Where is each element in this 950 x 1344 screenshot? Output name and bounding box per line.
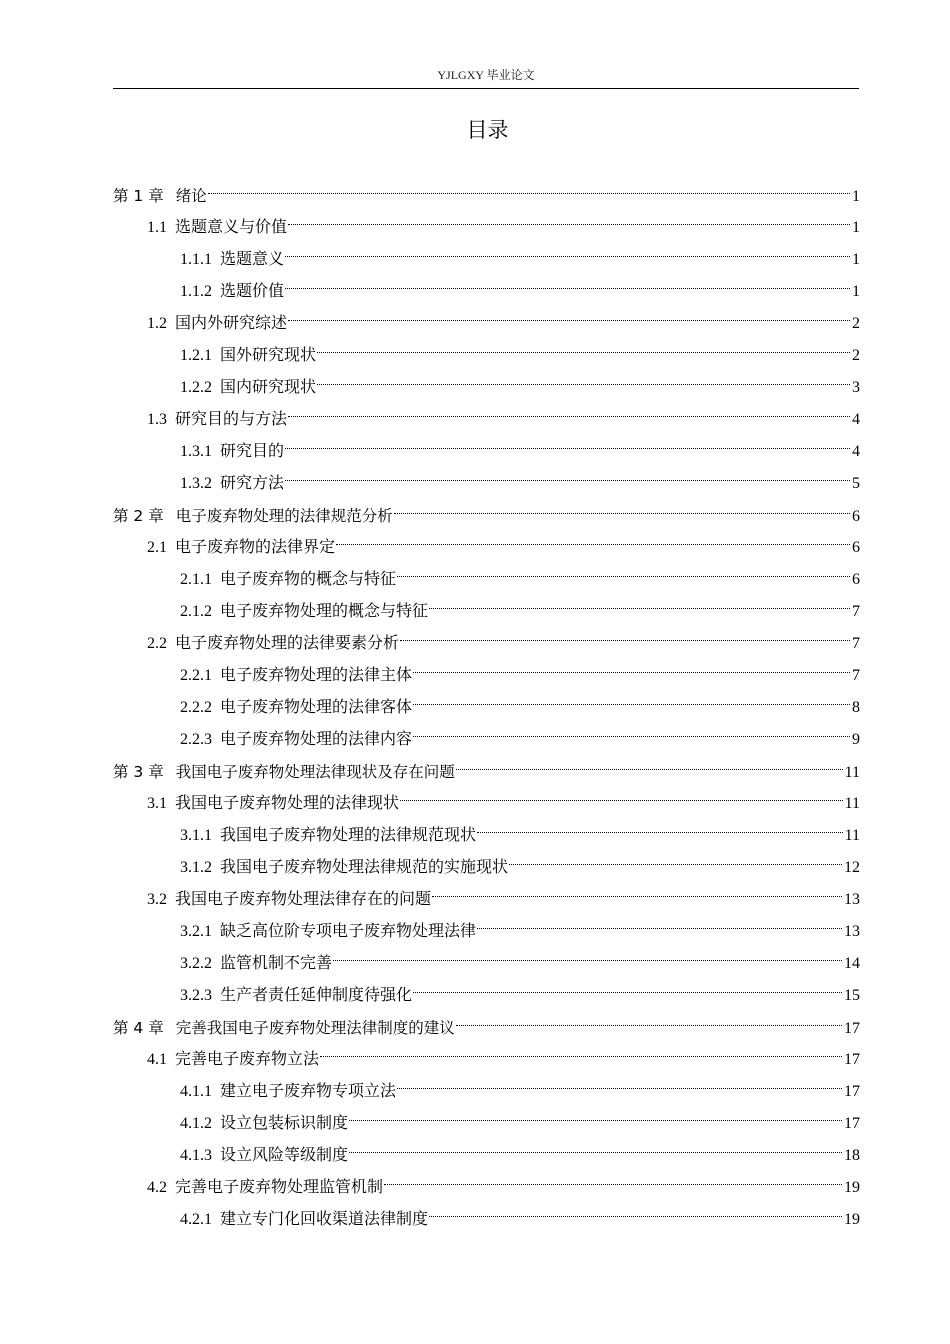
toc-entry-number: 2.2.3	[180, 731, 212, 748]
dot-leader	[413, 704, 850, 705]
dot-leader	[317, 384, 850, 385]
toc-entry[interactable]	[113, 1076, 860, 1108]
page-header: YJLGXY 毕业论文	[113, 66, 859, 89]
toc-entry[interactable]	[113, 788, 860, 820]
toc-entry-number: 3.1.2	[180, 859, 212, 876]
toc-entry-number: 第 3 章	[113, 763, 164, 781]
toc-entry-title: 研究方法	[220, 475, 285, 492]
toc-page-number: 2	[852, 315, 860, 332]
toc-page-number: 6	[852, 508, 860, 525]
toc-entry-title: 电子废弃物处理的法律内容	[220, 731, 413, 748]
toc-entry-title: 选题意义	[220, 251, 285, 268]
toc-entry[interactable]	[113, 1108, 860, 1140]
toc-page-number: 1	[852, 251, 860, 268]
toc-entry[interactable]	[113, 692, 860, 724]
toc-entry-chapter[interactable]	[113, 756, 860, 788]
toc-page-number: 17	[844, 1020, 860, 1037]
toc-entry-label	[180, 948, 332, 980]
toc-entry-number: 4.1.2	[180, 1115, 212, 1132]
dot-leader	[413, 672, 850, 673]
toc-page-number: 11	[844, 764, 860, 781]
toc-page-number: 1	[852, 219, 860, 236]
toc-entry-label	[180, 340, 316, 372]
dot-leader	[349, 1152, 842, 1153]
toc-entry[interactable]	[113, 820, 860, 852]
toc-entry-label	[147, 1172, 383, 1204]
toc-page-number: 17	[844, 1051, 860, 1068]
toc-entry-title: 国内研究现状	[220, 379, 317, 396]
toc-entry-label	[180, 916, 476, 948]
toc-entry-chapter[interactable]	[113, 180, 860, 212]
toc-entry-label	[147, 404, 287, 436]
toc-entry-number: 4.1.3	[180, 1147, 212, 1164]
toc-entry-number: 1.2	[147, 315, 167, 332]
toc-entry-number: 2.1	[147, 539, 167, 556]
toc-page-number: 7	[852, 635, 860, 652]
toc-entry-label	[180, 820, 476, 852]
dot-leader	[384, 1184, 842, 1185]
toc-page-number: 13	[844, 923, 860, 940]
toc-entry-number: 4.1.1	[180, 1083, 212, 1100]
toc-entry-label	[180, 564, 396, 596]
toc-entry[interactable]	[113, 596, 860, 628]
toc-entry[interactable]	[113, 404, 860, 436]
toc-entry-label	[180, 596, 428, 628]
toc-entry[interactable]	[113, 212, 860, 244]
toc-entry-label	[180, 372, 316, 404]
toc-entry-number: 4.2	[147, 1179, 167, 1196]
toc-entry-number: 3.2.2	[180, 955, 212, 972]
toc-entry-title: 完善我国电子废弃物处理法律制度的建议	[175, 1019, 455, 1037]
toc-entry[interactable]	[113, 852, 860, 884]
dot-leader	[349, 1120, 842, 1121]
toc-entry[interactable]	[113, 564, 860, 596]
toc-entry-chapter[interactable]	[113, 500, 860, 532]
toc-entry-label	[180, 1204, 428, 1236]
toc-entry-title: 建立电子废弃物专项立法	[220, 1083, 397, 1100]
toc-entry-label	[180, 1108, 348, 1140]
toc-entry-number: 2.2.2	[180, 699, 212, 716]
toc-entry-label	[180, 1140, 348, 1172]
dot-leader	[432, 896, 842, 897]
toc-entry-title: 电子废弃物处理的法律规范分析	[175, 507, 393, 525]
toc-entry-label	[180, 244, 284, 276]
toc-entry-number: 1.3	[147, 411, 167, 428]
toc-entry-title: 国内外研究综述	[175, 315, 288, 332]
dot-leader	[429, 608, 850, 609]
toc-entry[interactable]	[113, 1140, 860, 1172]
toc-page-number: 2	[852, 347, 860, 364]
toc-entry-title: 电子废弃物处理的法律主体	[220, 667, 413, 684]
toc-entry-label	[180, 692, 412, 724]
toc-entry[interactable]	[113, 724, 860, 756]
dot-leader	[400, 800, 843, 801]
toc-entry[interactable]	[113, 340, 860, 372]
toc-entry-title: 生产者责任延伸制度待强化	[220, 987, 413, 1004]
toc-entry-number: 4.2.1	[180, 1211, 212, 1228]
toc-entry-label	[147, 788, 399, 820]
toc-page-number: 7	[852, 603, 860, 620]
toc-entry-title: 我国电子废弃物处理法律存在的问题	[175, 891, 432, 908]
dot-leader	[400, 640, 850, 641]
toc-entry-title: 设立包装标识制度	[220, 1115, 349, 1132]
toc-entry-label	[147, 1044, 319, 1076]
toc-entry-title: 电子废弃物的概念与特征	[220, 571, 397, 588]
toc-entry-number: 1.3.2	[180, 475, 212, 492]
toc-entry-label	[113, 1012, 455, 1044]
toc-page-number: 7	[852, 667, 860, 684]
toc-entry-title: 完善电子废弃物立法	[175, 1051, 320, 1068]
toc-page-number: 9	[852, 731, 860, 748]
toc-page-number: 1	[852, 188, 860, 205]
toc-page-number: 17	[844, 1115, 860, 1132]
toc-entry[interactable]	[113, 884, 860, 916]
toc-entry[interactable]	[113, 1204, 860, 1236]
toc-entry[interactable]	[113, 980, 860, 1012]
toc-entry-title: 建立专门化回收渠道法律制度	[220, 1211, 429, 1228]
toc-entry[interactable]	[113, 628, 860, 660]
toc-title: 目录	[466, 118, 509, 142]
toc-entry[interactable]	[113, 532, 860, 564]
toc-entry-title: 选题意义与价值	[175, 219, 288, 236]
toc-page-number: 8	[852, 699, 860, 716]
toc-page-number: 3	[852, 379, 860, 396]
toc-page-number: 11	[844, 827, 860, 844]
toc-entry-number: 1.1	[147, 219, 167, 236]
dot-leader	[397, 1088, 842, 1089]
dot-leader	[285, 448, 850, 449]
toc-entry-title: 我国电子废弃物处理法律现状及存在问题	[175, 763, 455, 781]
toc-entry-title: 研究目的	[220, 443, 285, 460]
dot-leader	[397, 576, 850, 577]
toc-entry-number: 1.1.1	[180, 251, 212, 268]
toc-page-number: 19	[844, 1179, 860, 1196]
toc-entry-number: 第 2 章	[113, 507, 164, 525]
toc-entry[interactable]	[113, 916, 860, 948]
dot-leader	[394, 513, 850, 514]
toc-entry-label	[113, 180, 207, 212]
toc-entry-label	[113, 500, 393, 532]
toc-entry-number: 3.2	[147, 891, 167, 908]
dot-leader	[336, 544, 850, 545]
dot-leader	[288, 320, 850, 321]
toc-page-number: 14	[844, 955, 860, 972]
toc-page-number: 19	[844, 1211, 860, 1228]
dot-leader	[456, 769, 843, 770]
toc-entry-title: 我国电子废弃物处理法律规范的实施现状	[220, 859, 509, 876]
toc-entry[interactable]	[113, 468, 860, 500]
toc-entry-number: 2.2	[147, 635, 167, 652]
toc-entry-number: 2.1.1	[180, 571, 212, 588]
toc-entry-title: 缺乏高位阶专项电子废弃物处理法律	[220, 923, 477, 940]
toc-entry[interactable]	[113, 1044, 860, 1076]
dot-leader	[509, 864, 842, 865]
toc-page-number: 4	[852, 443, 860, 460]
toc-entry-title: 绪论	[175, 187, 207, 205]
toc-entry-title: 研究目的与方法	[175, 411, 288, 428]
toc-page-number: 6	[852, 539, 860, 556]
dot-leader	[477, 832, 843, 833]
toc-entry-title: 电子废弃物处理的概念与特征	[220, 603, 429, 620]
dot-leader	[413, 736, 850, 737]
dot-leader	[477, 928, 842, 929]
toc-entry-label	[180, 660, 412, 692]
toc-page-number: 4	[852, 411, 860, 428]
dot-leader	[285, 288, 850, 289]
dot-leader	[317, 352, 850, 353]
toc-entry-number: 2.1.2	[180, 603, 212, 620]
toc-entry-title: 我国电子废弃物处理的法律规范现状	[220, 827, 477, 844]
toc-page-number: 13	[844, 891, 860, 908]
toc-entry-number: 2.2.1	[180, 667, 212, 684]
toc-entry[interactable]	[113, 948, 860, 980]
toc-entry[interactable]	[113, 372, 860, 404]
toc-entry[interactable]	[113, 1172, 860, 1204]
toc-entry-number: 1.2.1	[180, 347, 212, 364]
toc-page-number: 11	[844, 795, 860, 812]
toc-page-number: 6	[852, 571, 860, 588]
dot-leader	[208, 193, 850, 194]
dot-leader	[413, 992, 842, 993]
toc-entry-number: 1.3.1	[180, 443, 212, 460]
dot-leader	[285, 480, 850, 481]
dot-leader	[288, 224, 850, 225]
toc-entry-chapter[interactable]	[113, 1012, 860, 1044]
toc-entry-title: 完善电子废弃物处理监管机制	[175, 1179, 384, 1196]
toc-entry-label	[147, 212, 287, 244]
toc-entry-title: 设立风险等级制度	[220, 1147, 349, 1164]
dot-leader	[285, 256, 850, 257]
toc-entry-title: 国外研究现状	[220, 347, 317, 364]
toc-entry-label	[113, 756, 455, 788]
toc-entry[interactable]	[113, 436, 860, 468]
toc-entry[interactable]	[113, 276, 860, 308]
toc-entry-label	[180, 468, 284, 500]
toc-entry-number: 3.1	[147, 795, 167, 812]
toc-entry-label	[180, 276, 284, 308]
toc-entry-title: 选题价值	[220, 283, 285, 300]
toc-entry[interactable]	[113, 244, 860, 276]
toc-entry-label	[180, 436, 284, 468]
toc-entry-title: 监管机制不完善	[220, 955, 333, 972]
toc-entry-label	[147, 532, 335, 564]
toc-entry-title: 我国电子废弃物处理的法律现状	[175, 795, 400, 812]
toc-entry-title: 电子废弃物处理的法律客体	[220, 699, 413, 716]
toc-entry-label	[147, 884, 431, 916]
dot-leader	[456, 1025, 842, 1026]
toc-page-number: 1	[852, 283, 860, 300]
dot-leader	[320, 1056, 842, 1057]
toc-entry-label	[147, 628, 399, 660]
table-of-contents	[113, 180, 860, 1236]
toc-entry-label	[180, 724, 412, 756]
toc-entry-number: 3.2.3	[180, 987, 212, 1004]
toc-entry-number: 4.1	[147, 1051, 167, 1068]
toc-entry-number: 第 4 章	[113, 1019, 164, 1037]
toc-entry-label	[180, 852, 508, 884]
dot-leader	[288, 416, 850, 417]
toc-entry-label	[180, 1076, 396, 1108]
toc-entry-number: 第 1 章	[113, 187, 164, 205]
toc-entry-title: 电子废弃物的法律界定	[175, 539, 336, 556]
toc-entry-number: 3.2.1	[180, 923, 212, 940]
toc-page-number: 17	[844, 1083, 860, 1100]
toc-entry-label	[147, 308, 287, 340]
toc-entry-number: 3.1.1	[180, 827, 212, 844]
toc-page-number: 5	[852, 475, 860, 492]
dot-leader	[429, 1216, 842, 1217]
toc-page-number: 12	[844, 859, 860, 876]
toc-entry[interactable]	[113, 660, 860, 692]
toc-entry-title: 电子废弃物处理的法律要素分析	[175, 635, 400, 652]
toc-entry-label	[180, 980, 412, 1012]
toc-entry-number: 1.1.2	[180, 283, 212, 300]
dot-leader	[333, 960, 842, 961]
toc-page-number: 15	[844, 987, 860, 1004]
toc-entry-number: 1.2.2	[180, 379, 212, 396]
toc-entry[interactable]	[113, 308, 860, 340]
toc-page-number: 18	[844, 1147, 860, 1164]
